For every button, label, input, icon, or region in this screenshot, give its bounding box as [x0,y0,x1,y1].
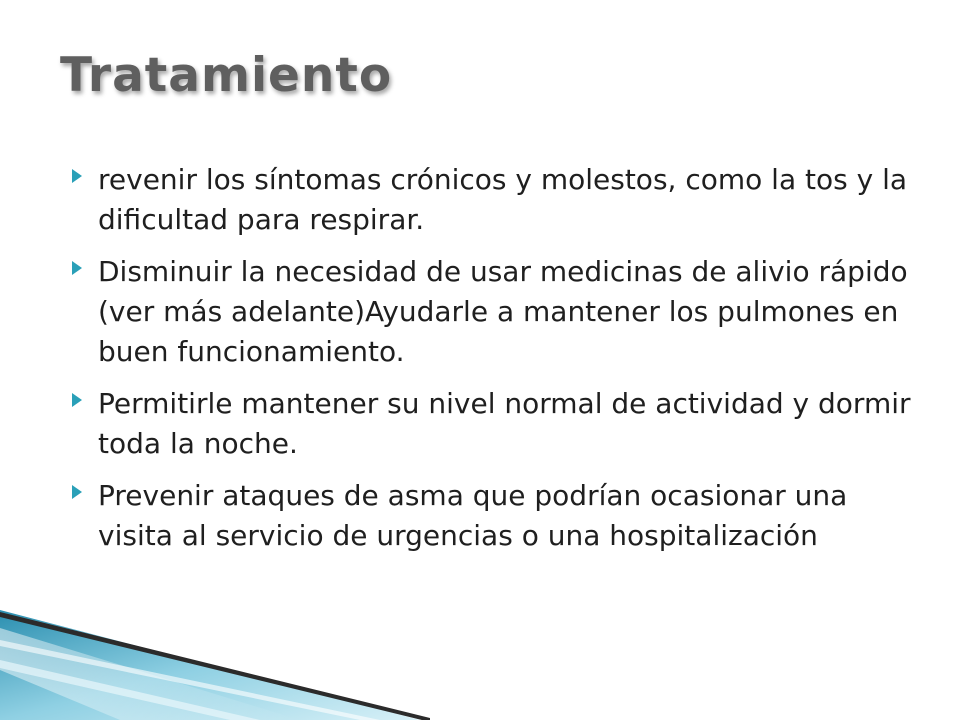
bullet-text: Permitirle mantener su nivel normal de actividad y dormir toda la noche. [98,387,911,460]
bullet-item [68,384,928,464]
bullet-item [68,160,928,240]
triangle-right-icon [72,393,82,407]
triangle-right-icon [72,261,82,275]
bullet-item [68,476,928,556]
bullet-text: Prevenir ataques de asma que podrían ocasionar una visita al servicio de urgencias o una hospitalización [98,479,848,552]
slide-title: Tratamiento [60,48,393,103]
triangle-right-icon [72,485,82,499]
wave-band-highlight [0,628,300,720]
bullet-item [68,252,928,372]
bullet-text: Disminuir la necesidad de usar medicinas de alivio rápido (ver más adelante)Ayudarle a mantener los pulmones en buen funcionamiento. [98,255,908,368]
bullet-list [68,160,928,568]
triangle-right-icon [72,169,82,183]
wave-stripe-light [0,660,260,720]
wave-stripe-thin [0,640,380,720]
bullet-text: revenir los síntomas crónicos y molestos, como la tos y la dificultad para respirar. [98,163,908,236]
wave-stripe-dark [0,612,430,720]
wave-band-main [0,610,420,720]
